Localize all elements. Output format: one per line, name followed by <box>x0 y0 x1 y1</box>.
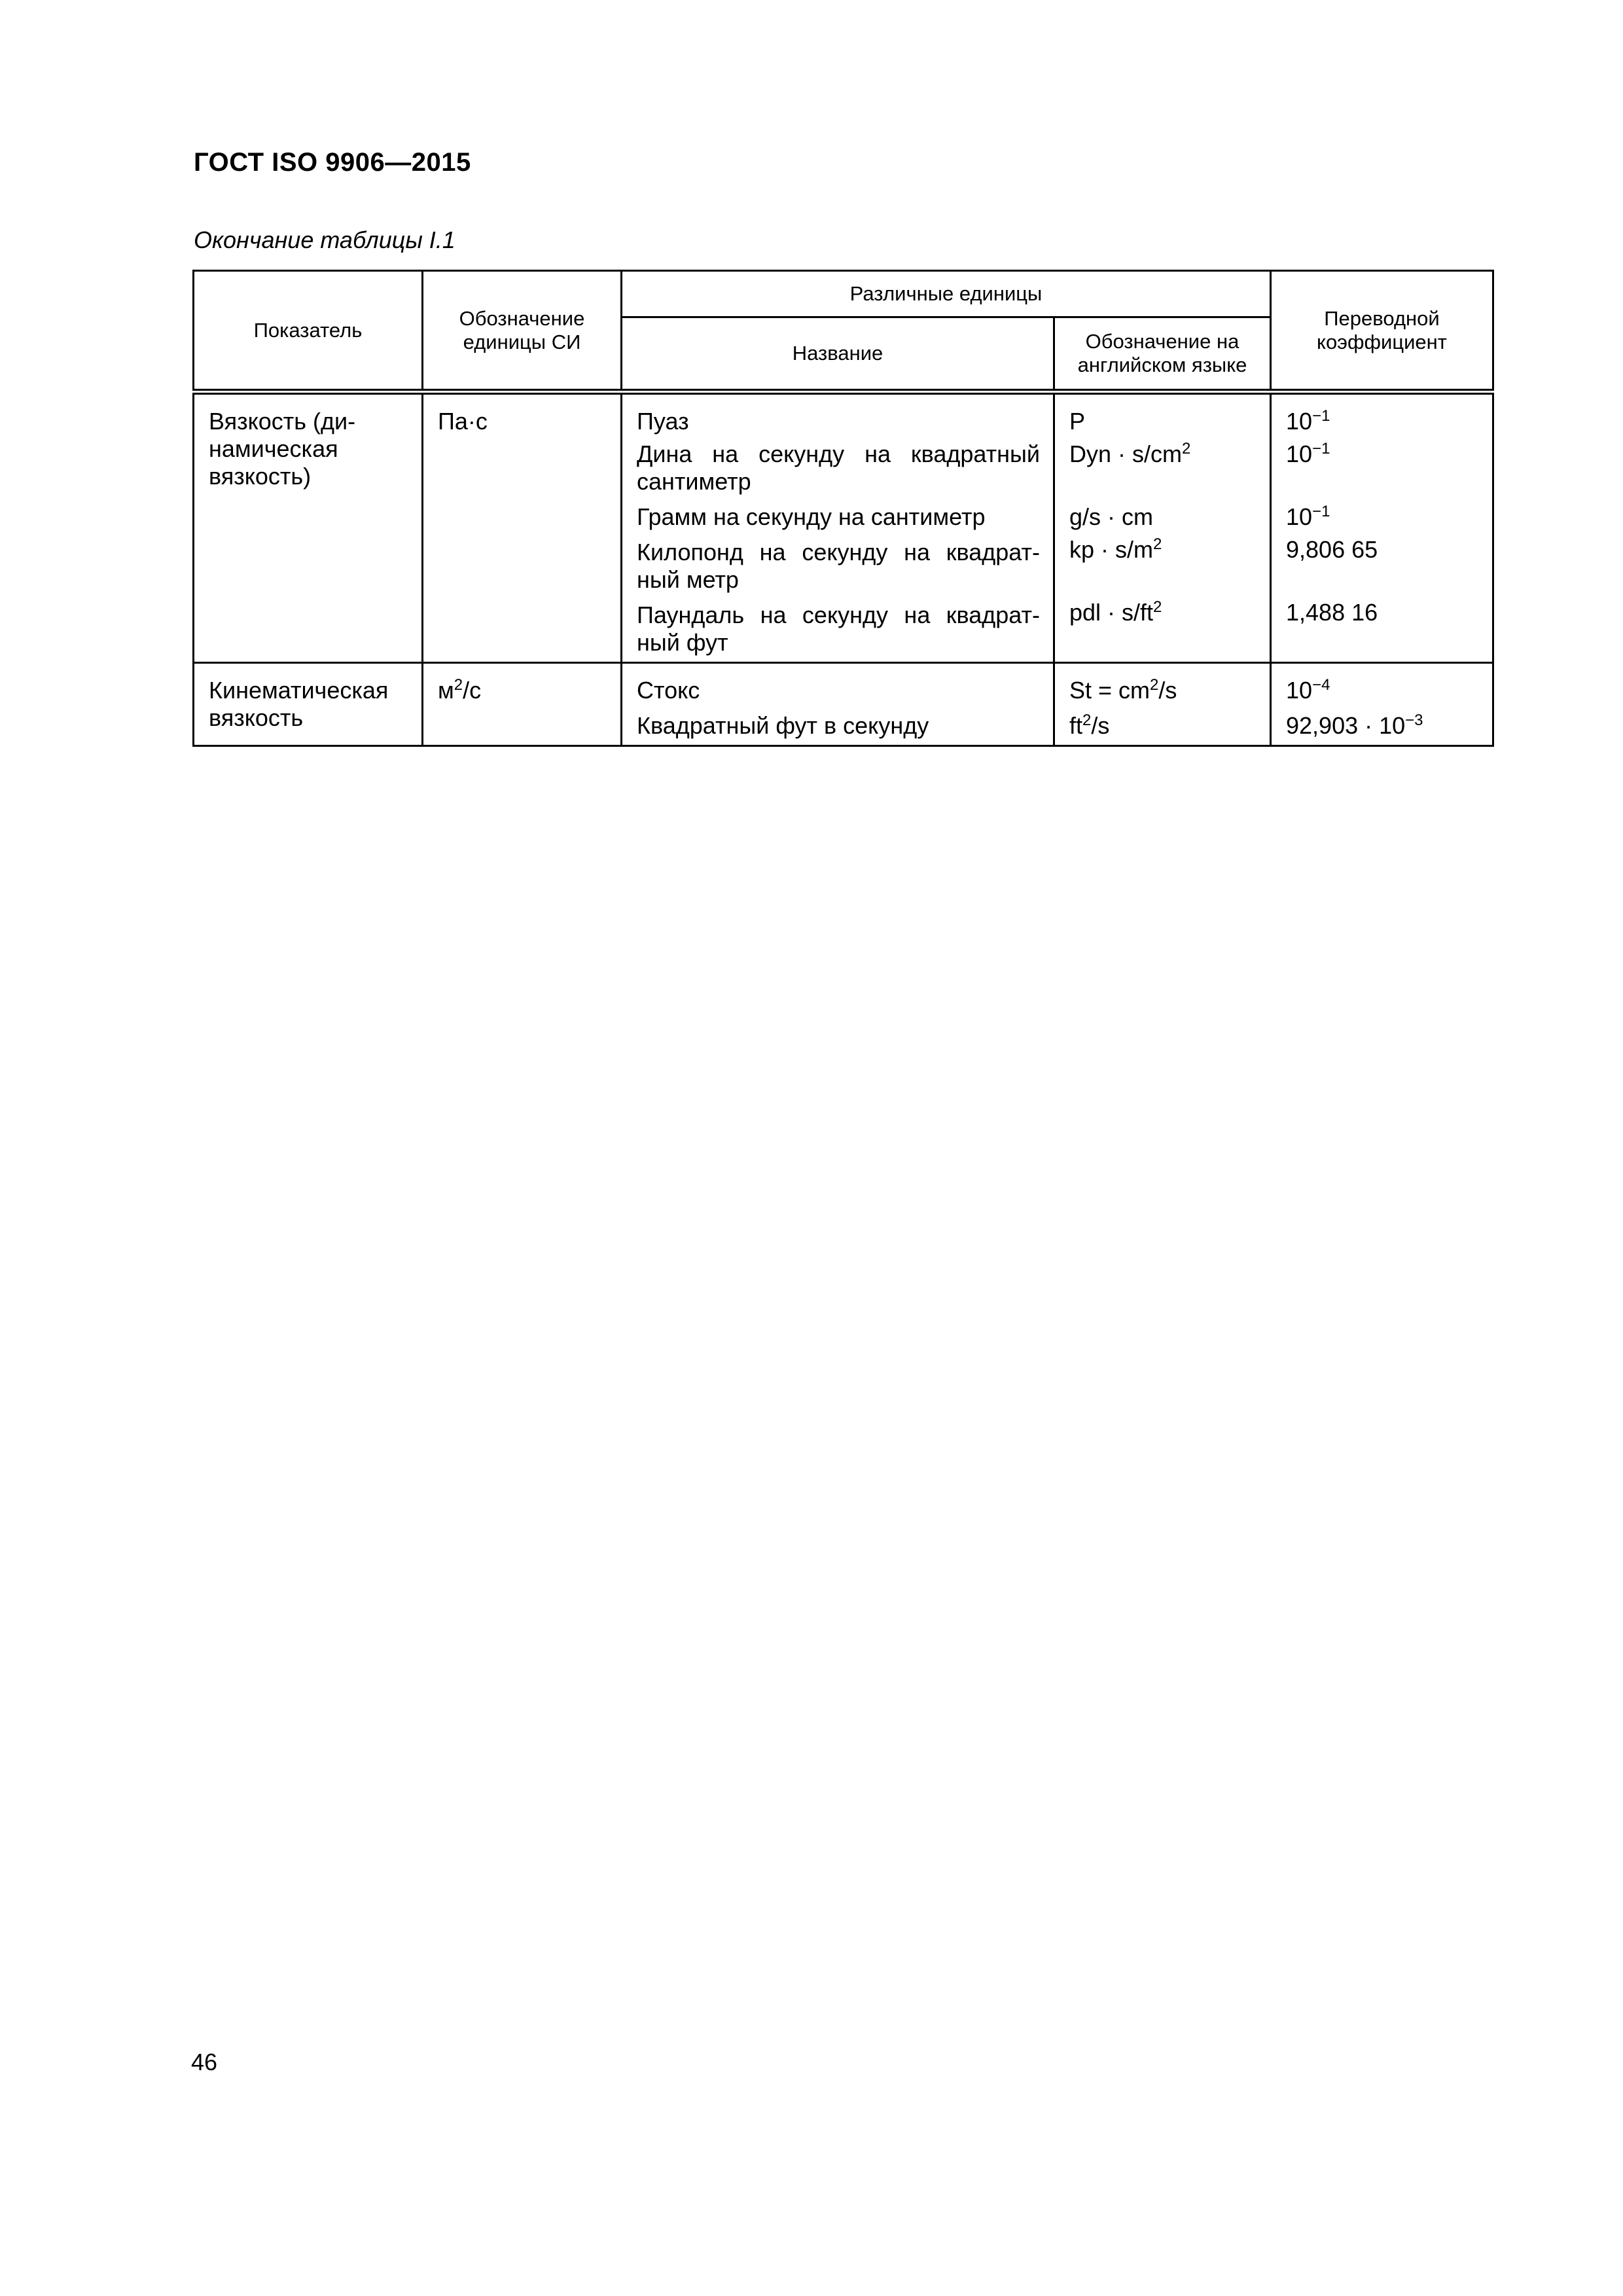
unit-symbol: Dyn · $s/cm^2$ <box>1069 439 1191 467</box>
indicator-cell <box>194 392 423 663</box>
header-si-symbol: Обозначение единицы СИ <box>423 271 622 392</box>
unit-name: Квадратный фут в секунду <box>637 712 929 739</box>
conversion-factor: 9,806 65 <box>1286 536 1378 563</box>
unit-name: Килопонд на секунду на квадрат-ный метр <box>637 539 1040 593</box>
header-various-units: Различные единицы <box>622 271 1271 317</box>
conversion-factor: $10^{-1}$ <box>1286 406 1330 435</box>
unit-name: Паундаль на секунду на квадрат-ный фут <box>637 601 1040 656</box>
unit-name-cell <box>622 392 1054 663</box>
indicator-cell <box>194 663 423 746</box>
si-unit-cell <box>423 392 622 663</box>
unit-symbol: kp · $s/m^2$ <box>1069 535 1162 563</box>
conversion-factor: 1,488 16 <box>1286 599 1378 626</box>
table-row <box>194 663 1493 746</box>
english-symbol-cell <box>1054 392 1271 663</box>
indicator-line: вязкость) <box>209 463 312 490</box>
unit-symbol: g/s · cm <box>1069 503 1154 530</box>
indicator-line: Вязкость (ди- <box>209 408 356 435</box>
header-name: Название <box>622 317 1054 392</box>
indicator-line: Кинематическая <box>209 677 389 704</box>
english-symbol-cell <box>1054 663 1271 746</box>
unit-symbol: P <box>1069 408 1086 435</box>
si-unit-cell <box>423 663 622 746</box>
indicator-line: вязкость <box>209 704 304 731</box>
table-row <box>194 392 1493 663</box>
header-english-symbol: Обозначение на английском языке <box>1054 317 1271 392</box>
unit-symbol: $St = cm^2/s$ <box>1069 675 1177 704</box>
conversion-cell <box>1271 392 1493 663</box>
page-number: 46 <box>191 2049 218 2075</box>
unit-name: Стокс <box>637 677 700 704</box>
unit-name: Дина на секунду на квадратный сантиметр <box>637 440 1040 495</box>
conversion-factor: $10^{-4}$ <box>1286 675 1330 704</box>
unit-name-cell <box>622 663 1054 746</box>
conversion-factor: $92,903 \cdot 10^{-3}$ <box>1286 711 1423 739</box>
table-caption: Окончание таблицы I.1 <box>194 226 455 253</box>
si-unit: $м^2/с$ <box>438 675 482 704</box>
conversion-factor: $10^{-1}$ <box>1286 439 1330 467</box>
unit-symbol: pdl · $s/ft^2$ <box>1069 598 1162 626</box>
indicator-line: намическая <box>209 435 338 462</box>
units-table <box>192 270 1494 747</box>
header-conversion: Переводной коэффициент <box>1271 271 1493 392</box>
unit-name: Пуаз <box>637 408 689 435</box>
document-standard-label: ГОСТ ISO 9906—2015 <box>194 148 471 177</box>
si-unit: Па·с <box>438 408 488 435</box>
header-indicator: Показатель <box>194 271 423 392</box>
unit-name: Грамм на секунду на сантиметр <box>637 503 986 530</box>
conversion-cell <box>1271 663 1493 746</box>
conversion-factor: $10^{-1}$ <box>1286 502 1330 530</box>
unit-symbol: $ft^2/s$ <box>1069 711 1110 739</box>
